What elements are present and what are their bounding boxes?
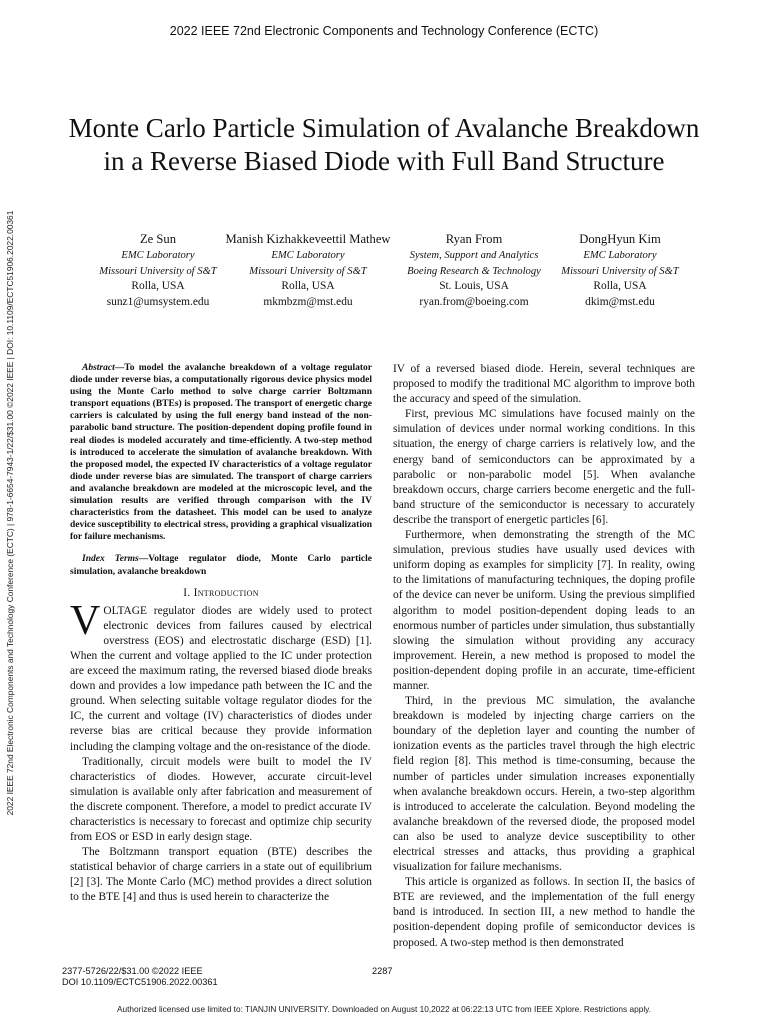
abstract-text: —To model the avalanche breakdown of a voltage regulator diode under reverse bias, a computationally rigorous device physics model using the Monte Carlo method to solve charge carrier Boltzmann transport equations (BTEs) is proposed. The transport of energetic charge carriers is calculated by using the full energy band instead of the non-parabolic band structure. The position-dependent doping profile found in real diodes is modeled accurately and time-efficiently. A two-step method is introduced to accelerate the simulation of avalanche breakdown. With the proposed model, the expected IV characteristics of a voltage regulator diode under reverse bias are simulated. The transport of charge carriers and avalanche breakdown are modeled at the microscopic level, and the simulation results are verified through comparison with the IV characteristics from the datasheet. This model can be used to analyze device susceptibility to electrical stress, providing a graphical visualization for failure mechanisms. (70, 363, 372, 543)
footer-identifiers (62, 966, 218, 988)
author-city: Rolla, USA (593, 280, 647, 293)
right-paragraph-1: First, previous MC simulations have focused mainly on the simulation of devices under normal working conditions. In this situation, the energy of charge carriers is relatively low, and the energy band of semiconductors can be approximated by a parabolic or non-parabolic model [5]. When avalanche breakdown occurs, charge carriers become energetic and the full-band structure of the semiconductor is necessary to accurately describe the transport of energetic particles [6]. (393, 408, 695, 526)
index-terms (70, 553, 372, 577)
conference-header: 2022 IEEE 72nd Electronic Components and Technology Conference (ECTC) (169, 24, 599, 38)
author-email[interactable]: mkmbzm@mst.edu (263, 295, 353, 308)
index-terms-lead: Index Terms (82, 554, 139, 565)
right-column (393, 362, 695, 951)
right-paragraph-4: This article is organized as follows. In section II, the basics of BTE are reviewed, and the implementation of the full energy band is introduced. In section III, a new method to handle the position-dependent doping profile of semiconductor devices is proposed. A two-step method is then demonstrated (393, 876, 695, 949)
intro-paragraph-2: Traditionally, circuit models were built to model the IV characteristics of diodes. However, accurate circuit-level simulation is available only after fabrication and measurement of the discrete component. Therefore, a model to predict accurate IV characteristics is necessary to forecast and optimize chip security from EOS or ESD in early design stage. (70, 755, 372, 844)
page-number: 2287 (372, 966, 393, 976)
intro-paragraph-3: The Boltzmann transport equation (BTE) describes the statistical behavior of charge carriers in a state out of equilibrium [2] [3]. The Monte Carlo (MC) method provides a direct solution to the BTE [4] and thus is used herein to characterize the (70, 846, 372, 904)
author-email[interactable]: dkim@mst.edu (585, 295, 655, 308)
author-block-4 (530, 232, 710, 310)
author-affiliation: Boeing Research & Technology (407, 265, 541, 277)
abstract (70, 362, 372, 543)
author-name: Ryan From (445, 232, 503, 246)
author-org: System, Support and Analytics (409, 250, 539, 262)
author-city: Rolla, USA (131, 280, 185, 293)
author-name: Manish Kizhakkeveettil Mathew (225, 232, 391, 246)
drop-cap-continuation: OLTAGE (103, 604, 147, 617)
license-notice: Authorized licensed use limited to: TIANJIN UNIVERSITY. Downloaded on August 10,2022 at 06:22:13 UTC from IEEE Xplore. Restrictions apply. (116, 1004, 652, 1014)
section-title: Introduction (193, 586, 259, 599)
author-affiliation: Missouri University of S&T (99, 265, 217, 277)
section-heading-introduction (70, 586, 372, 601)
author-name: Ze Sun (139, 232, 177, 246)
author-city: Rolla, USA (281, 280, 335, 293)
drop-cap: V (70, 597, 101, 644)
author-org: EMC Laboratory (583, 250, 657, 262)
paper-title: Monte Carlo Particle Simulation of Avalanche Breakdown in a Reverse Biased Diode with Full Band Structure (68, 113, 700, 176)
side-citation-strip (4, 168, 18, 858)
footer-doi: DOI 10.1109/ECTC51906.2022.00361 (62, 977, 218, 987)
right-paragraph-0: IV of a reversed biased diode. Herein, several techniques are proposed to modify the traditional MC algorithm to improve both the accuracy and speed of the simulation. (393, 363, 695, 406)
author-email[interactable]: ryan.from@boeing.com (419, 295, 529, 308)
right-paragraph-2: Furthermore, when demonstrating the strength of the MC simulation, previous studies have usually used devices with uniform doping as examples for simplicity [7]. In reality, owing to the limitations of manufacturing techniques, the doping profile of the device can never be uniform. Using the previous simplified algorithm to model position-dependent doping leads to an enormous number of particles under simulation, thus substantially slowing the simulation without providing any accuracy improvement. Herein, a new method is proposed to model the position-dependent doping profile in an accurate, time-efficient manner. (393, 529, 695, 692)
author-affiliation: Missouri University of S&T (561, 265, 679, 277)
section-numeral: I. (183, 586, 191, 599)
intro-paragraph-1 (70, 597, 372, 755)
left-column (70, 362, 372, 906)
abstract-lead: Abstract (82, 363, 115, 373)
side-citation-text: 2022 IEEE 72nd Electronic Components and Technology Conference (ECTC) | 978-1-6654-7943-1/22/$31.00 ©2022 IEEE | DOI: 10.1109/ECTC51906.2022.00361 (5, 210, 15, 816)
index-terms-text: —Voltage regulator diode, Monte Carlo particle simulation, avalanche breakdown (70, 554, 372, 577)
author-email[interactable]: sunz1@umsystem.edu (106, 295, 210, 308)
author-name: DongHyun Kim (579, 232, 661, 246)
author-city: St. Louis, USA (439, 280, 509, 293)
right-paragraph-3: Third, in the previous MC simulation, the avalanche breakdown is modeled by injecting charge carriers on the boundary of the depletion layer and counting the number of ionization events as the particles travel through the high electric field region [8]. This method is time-consuming, because the number of particles under simulation increases exponentially when avalanche breakdown occurs. Herein, a two-step algorithm is introduced to accelerate the calculation. Beyond modeling the avalanche breakdown of the reversed diode, the proposed model can also be used to analyze device susceptibility to other electrical stresses and attacks, thus providing a graphical visualization for failure mechanisms. (393, 695, 695, 874)
author-block-2 (218, 232, 398, 310)
footer-issn: 2377-5726/22/$31.00 ©2022 IEEE (62, 966, 203, 976)
author-affiliation: Missouri University of S&T (249, 265, 367, 277)
intro-paragraph-1-text: regulator diodes are widely used to protect electronic devices from failures caused by electrical overstress (EOS) and electrostatic discharge (ESD) [1]. When the current and voltage applied to the IC under protection are exceed the maximum rating, the reversed biased diode breaks down and provides a low impedance path between the IC and the ground. When selecting suitable voltage regulator diodes for the IC, the current and voltage (IV) characteristics of diodes under reverse bias are critical because they provide information including the clamping voltage and the on-resistance of the diode. (70, 604, 372, 753)
author-org: EMC Laboratory (121, 250, 195, 262)
author-org: EMC Laboratory (271, 250, 345, 262)
